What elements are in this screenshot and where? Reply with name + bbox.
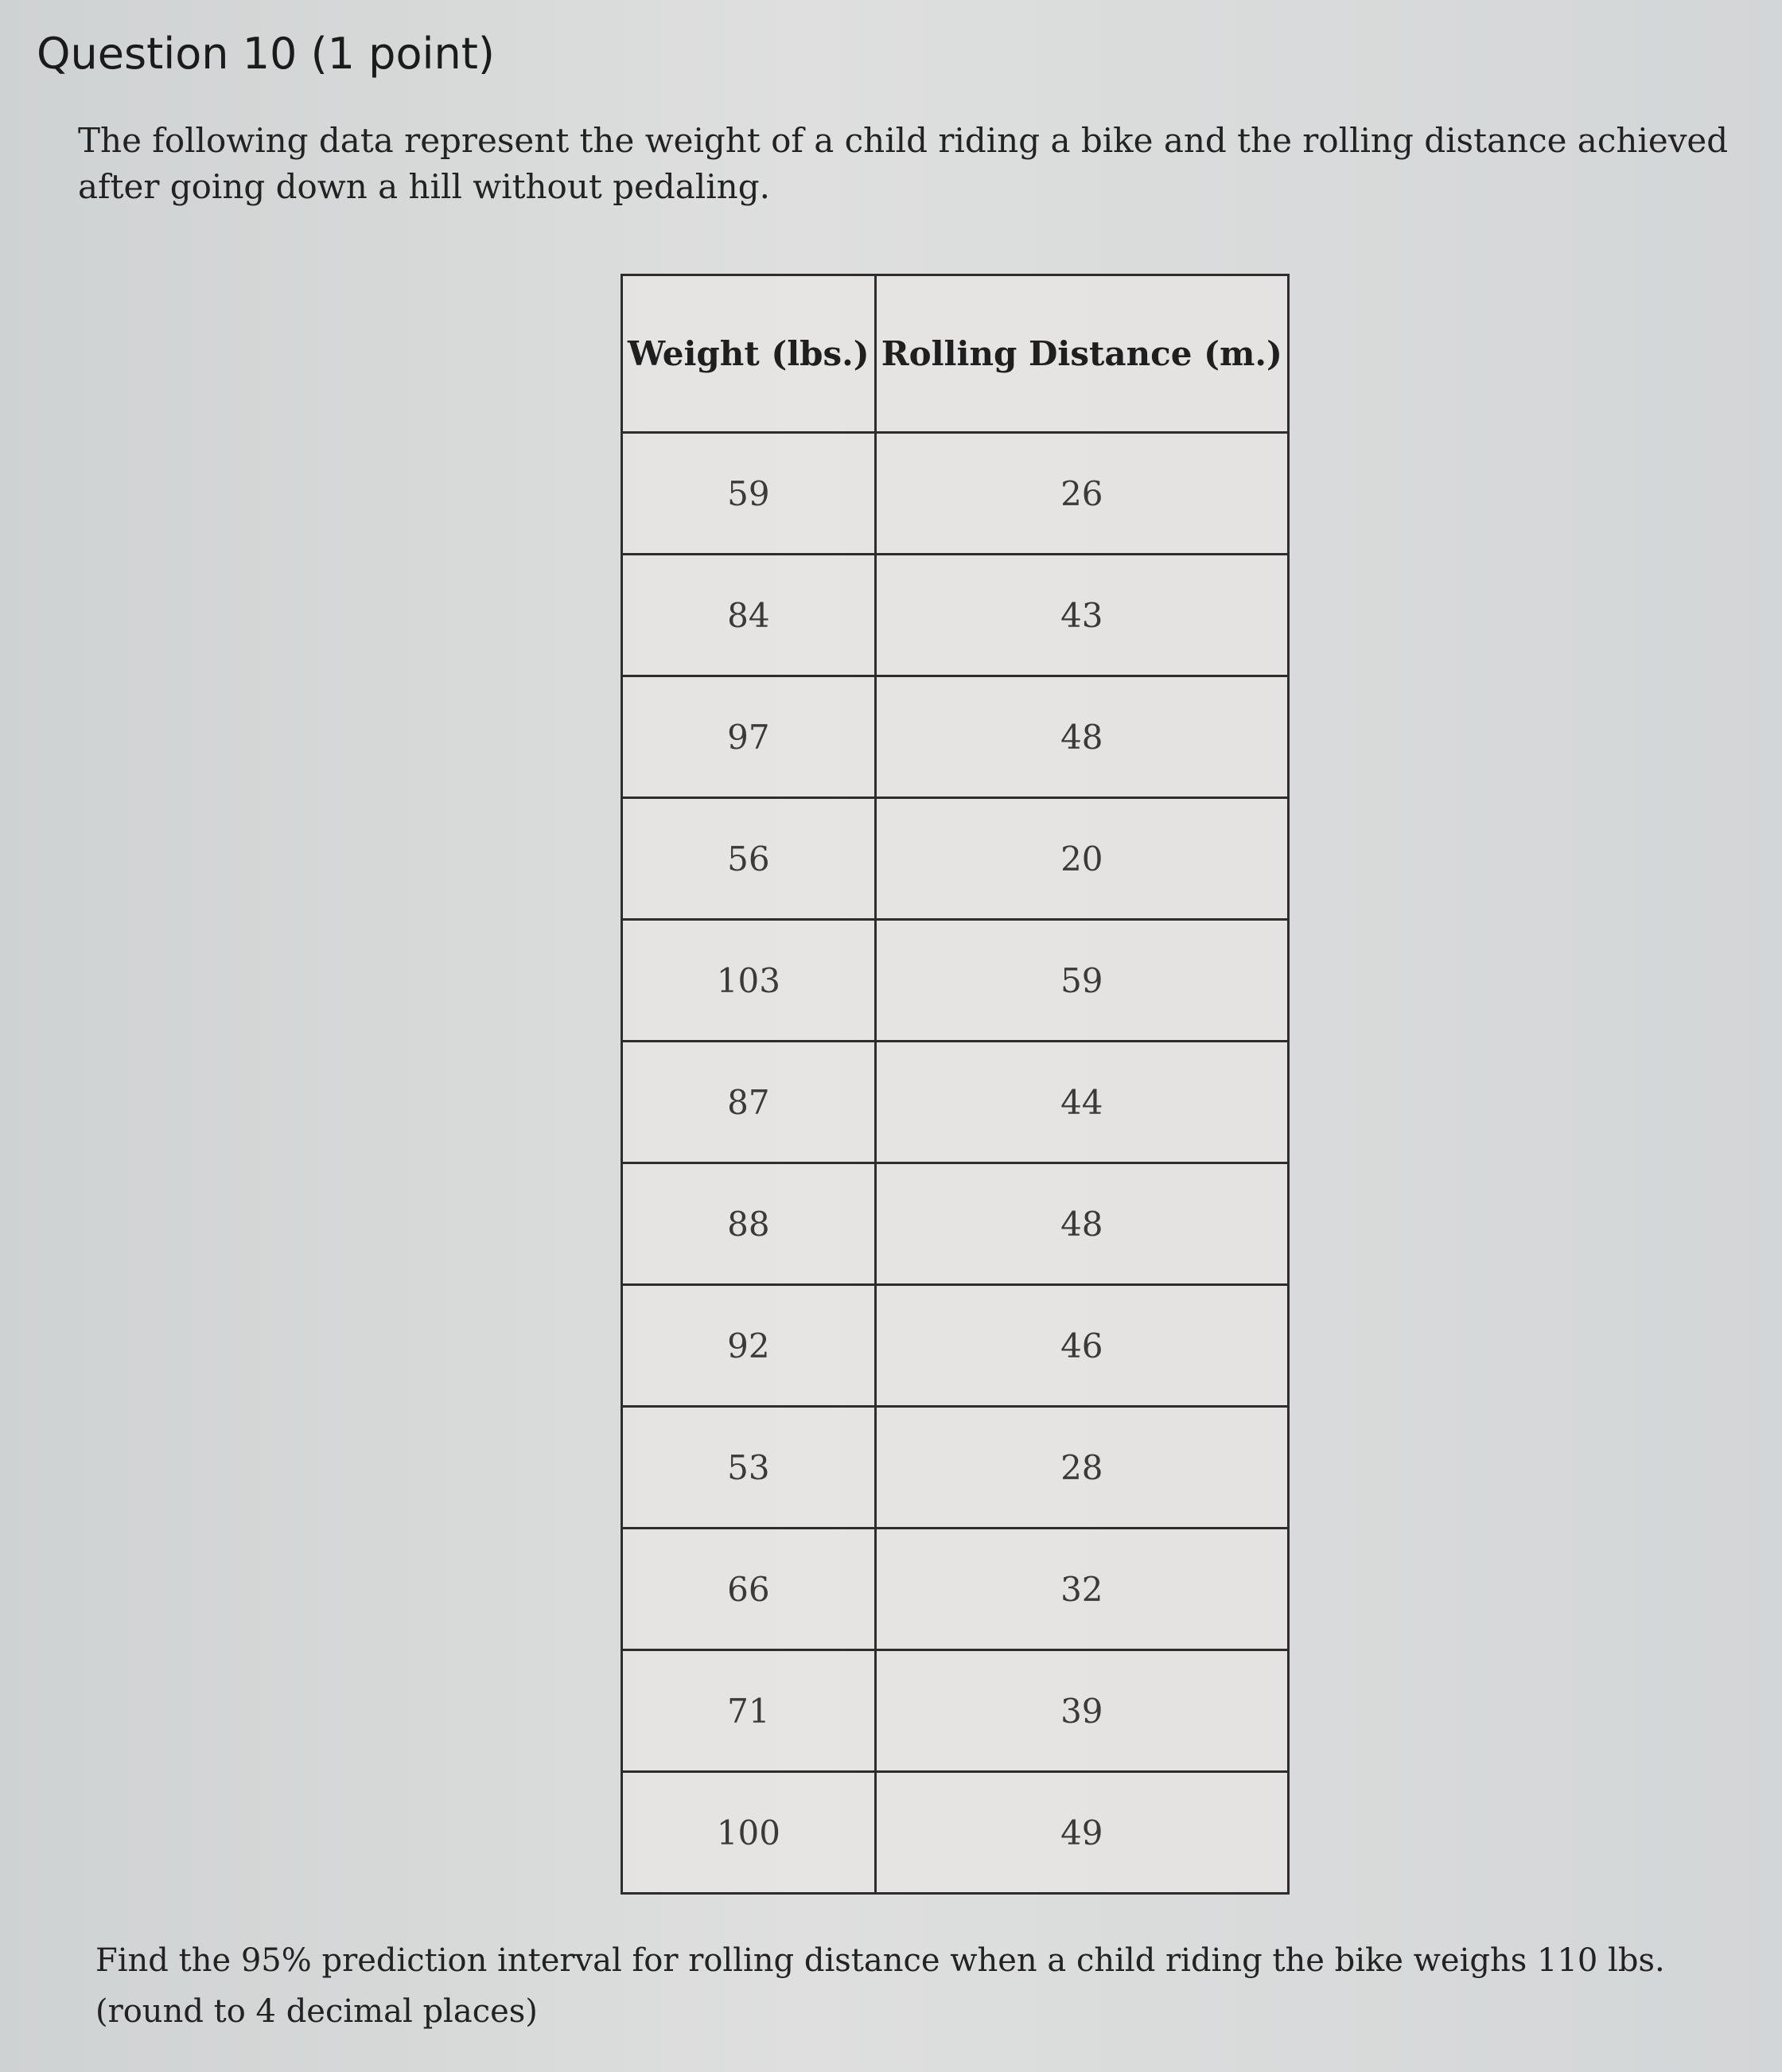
table-row [622,1285,1289,1407]
cell-distance: 28 [875,1407,1288,1529]
cell-distance: 48 [875,1163,1288,1285]
cell-distance: 32 [875,1529,1288,1650]
cell-weight: 88 [622,1163,876,1285]
cell-distance: 43 [875,555,1288,676]
table-row [622,1772,1289,1894]
cell-weight: 84 [622,555,876,676]
cell-weight: 103 [622,920,876,1042]
table-row [622,1650,1289,1772]
cell-distance: 46 [875,1285,1288,1407]
table-row [622,798,1289,920]
table-row [622,433,1289,555]
data-table-container [621,274,1282,1895]
cell-distance: 20 [875,798,1288,920]
table-row [622,1529,1289,1650]
question-number: Question 10 [37,29,298,79]
cell-weight: 56 [622,798,876,920]
table-row [622,555,1289,676]
cell-weight: 71 [622,1650,876,1772]
data-table [621,274,1290,1895]
cell-weight: 66 [622,1529,876,1650]
table-row [622,1163,1289,1285]
cell-distance: 49 [875,1772,1288,1894]
cell-distance: 59 [875,920,1288,1042]
cell-distance: 26 [875,433,1288,555]
cell-weight: 97 [622,676,876,798]
table-row [622,676,1289,798]
cell-distance: 39 [875,1650,1288,1772]
question-heading [37,29,495,79]
cell-distance: 48 [875,676,1288,798]
table-header-row [622,275,1289,433]
cell-weight: 87 [622,1042,876,1163]
header-rolling-distance: Rolling Distance (m.) [875,275,1288,433]
cell-weight: 53 [622,1407,876,1529]
question-intro-text: The following data represent the weight of a child riding a bike and the rolling distance achieved after going down a hill without pedaling. [78,121,1729,206]
cell-weight: 100 [622,1772,876,1894]
header-weight: Weight (lbs.) [622,275,876,433]
table-row [622,920,1289,1042]
table-row [622,1407,1289,1529]
question-points: (1 point) [310,29,495,79]
cell-distance: 44 [875,1042,1288,1163]
cell-weight: 59 [622,433,876,555]
cell-weight: 92 [622,1285,876,1407]
table-row [622,1042,1289,1163]
question-prompt-text: Find the 95% prediction interval for rolling distance when a child riding the bike weighs 110 lbs. (round to 4 decimal places) [95,1942,1665,2030]
